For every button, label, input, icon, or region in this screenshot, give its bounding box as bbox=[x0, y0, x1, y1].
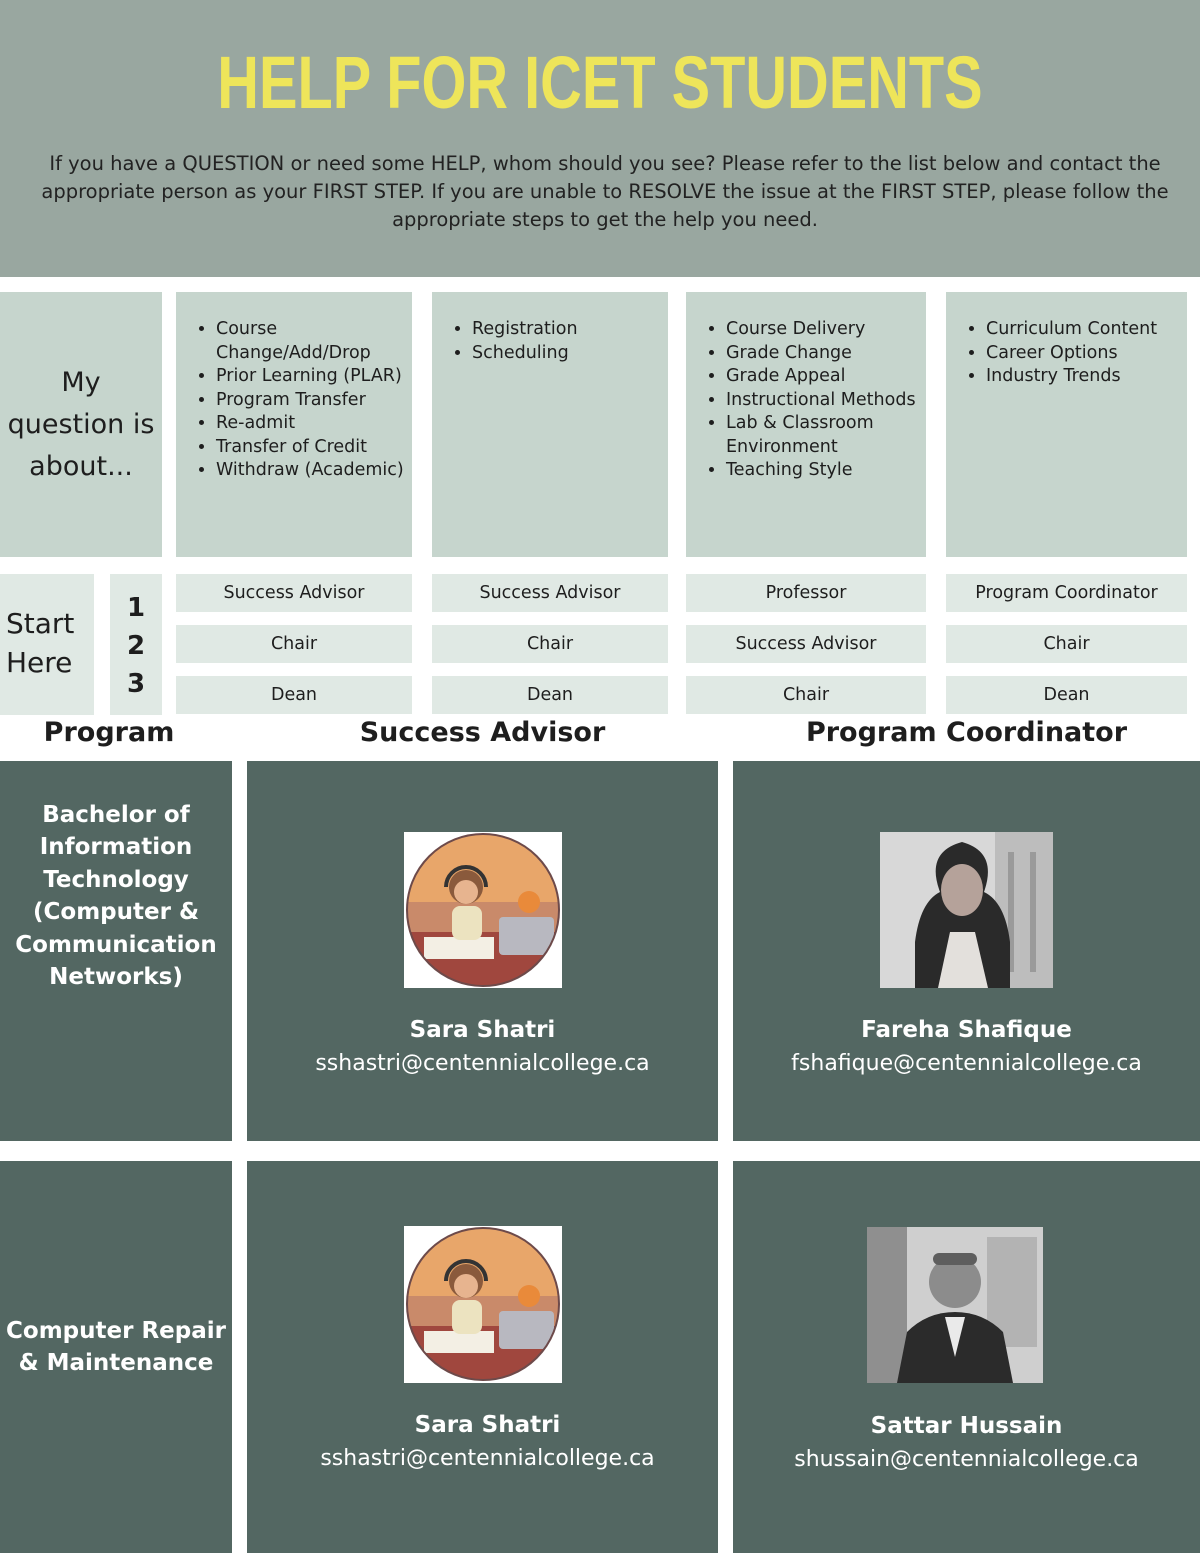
bitmoji-avatar-icon bbox=[404, 1226, 562, 1383]
step-cell: Chair bbox=[432, 625, 668, 663]
coordinator-email[interactable]: fshafique@centennialcollege.ca bbox=[791, 1051, 1142, 1076]
column-header-advisor: Success Advisor bbox=[359, 717, 606, 748]
step-number: 2 bbox=[126, 631, 146, 661]
advisor-email[interactable]: sshastri@centennialcollege.ca bbox=[320, 1446, 655, 1471]
step-number: 1 bbox=[126, 593, 146, 623]
topic-item: • Scheduling bbox=[472, 342, 668, 366]
step-cell: Professor bbox=[686, 574, 926, 612]
coordinator-name: Sattar Hussain bbox=[870, 1413, 1063, 1439]
topic-column-3 bbox=[686, 292, 926, 557]
step-cell: Dean bbox=[176, 676, 412, 714]
step-cell: Program Coordinator bbox=[946, 574, 1187, 612]
advisor-name: Sara Shatri bbox=[409, 1017, 556, 1043]
step-cell: Success Advisor bbox=[686, 625, 926, 663]
topic-list-4 bbox=[946, 318, 1187, 389]
step-numbers bbox=[110, 589, 162, 703]
person-photo-icon bbox=[880, 832, 1053, 988]
coordinator-card bbox=[733, 1161, 1200, 1553]
advisor-card bbox=[247, 761, 718, 1141]
step-cell: Success Advisor bbox=[432, 574, 668, 612]
topic-column-1 bbox=[176, 292, 412, 557]
page-title: HELP FOR ICET STUDENTS bbox=[217, 41, 983, 124]
topic-item: • Registration bbox=[472, 318, 668, 342]
coordinator-name: Fareha Shafique bbox=[861, 1017, 1072, 1043]
question-label bbox=[0, 292, 162, 557]
topic-item: • Curriculum Content bbox=[986, 318, 1187, 342]
bitmoji-avatar-icon bbox=[404, 832, 562, 988]
column-header-coordinator: Program Coordinator bbox=[805, 717, 1128, 748]
coordinator-card bbox=[733, 761, 1200, 1141]
topic-item: • Grade Change bbox=[726, 342, 926, 366]
advisor-card bbox=[247, 1161, 718, 1553]
start-here-label: Start Here bbox=[6, 607, 75, 679]
step-cell: Success Advisor bbox=[176, 574, 412, 612]
topic-list-2 bbox=[432, 318, 668, 365]
topic-item: • Withdraw (Academic) bbox=[216, 459, 412, 483]
step-cell: Chair bbox=[686, 676, 926, 714]
program-name: Bachelor of Information Technology (Computer & Communication Networks) bbox=[15, 801, 217, 990]
intro-text: If you have a QUESTION or need some HELP, whom should you see? Please refer to the list below and contact the appropriate person as your FIRST STEP. If you are unable to RESOLVE the issue at the FIRST STEP, please follow the appropriate steps to get the help you need. bbox=[41, 152, 1169, 231]
column-header-program: Program bbox=[43, 717, 175, 748]
topic-item: • Transfer of Credit bbox=[216, 436, 412, 460]
advisor-name: Sara Shatri bbox=[414, 1412, 561, 1438]
step-cell: Chair bbox=[176, 625, 412, 663]
coordinator-email[interactable]: shussain@centennialcollege.ca bbox=[794, 1447, 1139, 1472]
program-cell bbox=[0, 1161, 232, 1553]
topic-column-2 bbox=[432, 292, 668, 557]
question-label-text: My question is about... bbox=[7, 366, 155, 482]
step-number: 3 bbox=[126, 669, 146, 699]
topic-item: • Prior Learning (PLAR) bbox=[216, 365, 412, 389]
topic-item: • Teaching Style bbox=[726, 459, 926, 483]
topic-column-4 bbox=[946, 292, 1187, 557]
topic-item: • Course Delivery bbox=[726, 318, 926, 342]
topic-item: • Instructional Methods bbox=[726, 389, 926, 413]
topic-item: • Lab & Classroom Environment bbox=[726, 412, 926, 459]
step-cell: Dean bbox=[432, 676, 668, 714]
advisor-email[interactable]: sshastri@centennialcollege.ca bbox=[315, 1051, 650, 1076]
program-cell bbox=[0, 761, 232, 1141]
topic-item: • Industry Trends bbox=[986, 365, 1187, 389]
person-photo-icon bbox=[867, 1227, 1043, 1383]
topic-item: • Career Options bbox=[986, 342, 1187, 366]
topic-item: • Course Change/Add/Drop bbox=[216, 318, 412, 365]
topic-list-1 bbox=[176, 318, 412, 483]
topic-item: • Program Transfer bbox=[216, 389, 412, 413]
step-cell: Dean bbox=[946, 676, 1187, 714]
topic-item: • Grade Appeal bbox=[726, 365, 926, 389]
topic-item: • Re-admit bbox=[216, 412, 412, 436]
step-cell: Chair bbox=[946, 625, 1187, 663]
program-name: Computer Repair & Maintenance bbox=[6, 1317, 226, 1376]
topic-list-3 bbox=[686, 318, 926, 483]
